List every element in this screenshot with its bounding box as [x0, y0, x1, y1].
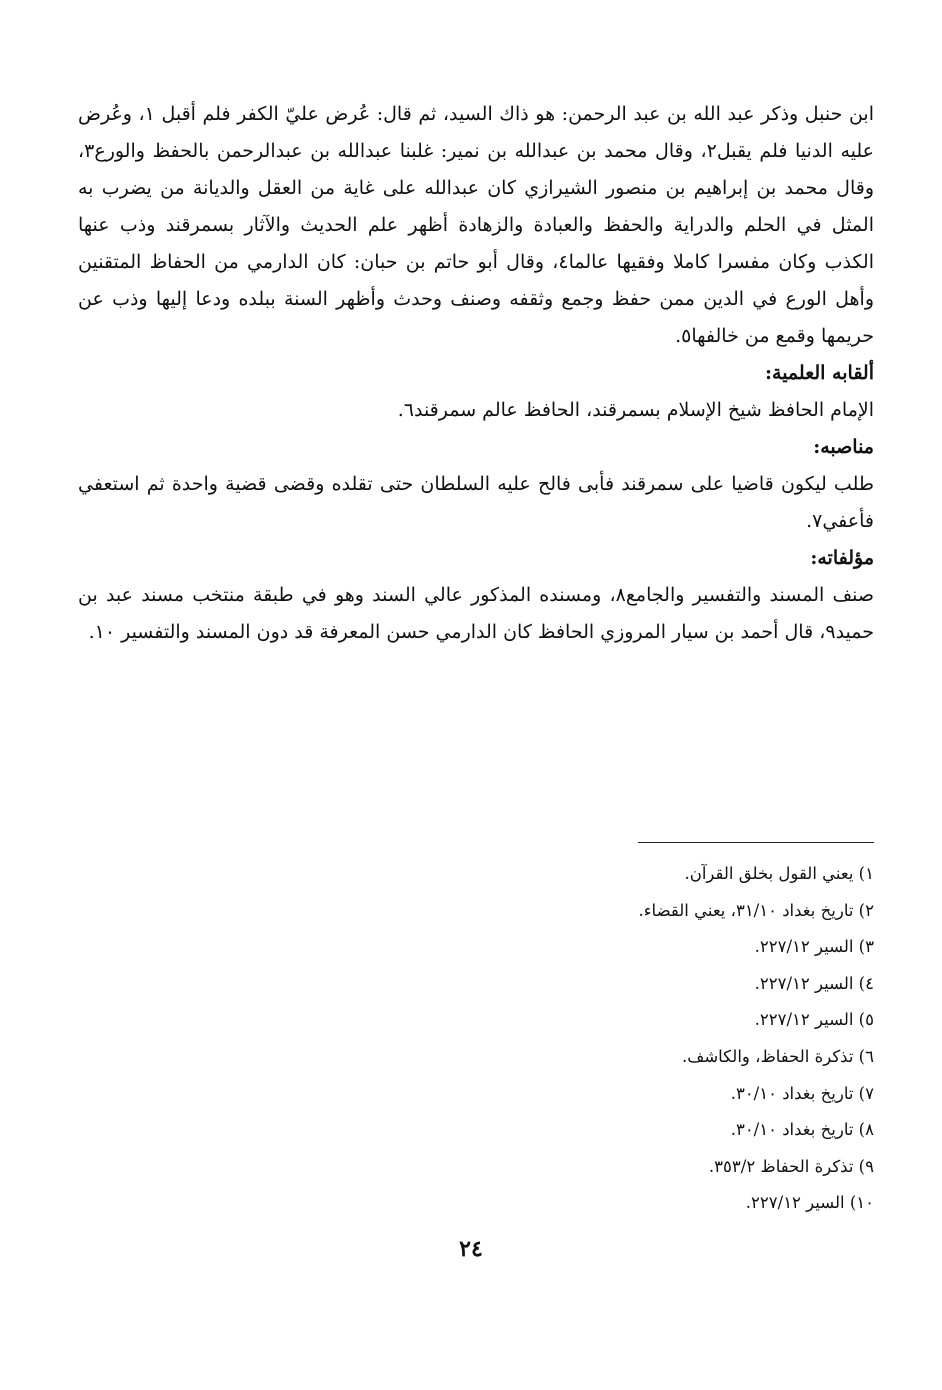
heading-positions: مناصبه:	[813, 436, 874, 458]
footnotes	[300, 856, 874, 1222]
footnote-10: ١٠) السير ٢٢٧/١٢.	[745, 1193, 874, 1213]
footnote-5: ٥) السير ٢٢٧/١٢.	[754, 1010, 874, 1030]
page-number: ٢٤	[459, 1236, 483, 1262]
footnote-4: ٤) السير ٢٢٧/١٢.	[754, 973, 874, 993]
heading-titles: ألقابه العلمية:	[765, 362, 874, 384]
paragraph-positions: طلب ليكون قاضيا على سمرقند فأبى فالح عليه السلطان حتى تقلده وقضى قضية واحدة ثم استعفي فأعفي٧.	[78, 473, 874, 532]
footnote-2: ٢) تاريخ بغداد ٣١/١٠، يعني القضاء.	[638, 900, 874, 920]
footnote-separator	[638, 842, 874, 843]
footnote-1: ١) يعني القول بخلق القرآن.	[684, 864, 874, 883]
paragraph-works: صنف المسند والتفسير والجامع٨، ومسنده المذكور عالي السند وهو في طبقة منتخب مسند عبد بن حميد٩، قال أحمد بن سيار المروزي الحافظ كان الدارمي حسن المعرفة قد دون المسند والتفسير ١٠.	[78, 584, 874, 643]
footnote-3: ٣) السير ٢٢٧/١٢.	[754, 937, 874, 957]
paragraph-biography: ابن حنبل وذكر عبد الله بن عبد الرحمن: هو ذاك السيد، ثم قال: عُرض عليّ الكفر فلم أقبل ١، وعُرض عليه الدنيا فلم يقبل٢، وقال محمد بن عبدالله بن نمير: غلبنا عبدالله بن عبدالرحمن بالحفظ والورع٣، وقال محمد بن إبراهيم بن منصور الشيرازي كان عبدالله على غاية من العقل والديانة من يضرب به المثل في الحلم والدراية والحفظ والعبادة والزهادة أظهر علم الحديث والآثار بسمرقند وذب عنها الكذب وكان مفسرا كاملا وفقيها عالما٤، وقال أبو حاتم بن حبان: كان الدارمي من الحفاظ المتقنين وأهل الورع في الدين ممن حفظ وجمع وثقفه وصنف وحدث وأظهر السنة ببلده ودعا إليها وذب عن حريمها وقمع من خالفها٥.	[78, 103, 874, 347]
footnote-6: ٦) تذكرة الحفاظ، والكاشف.	[682, 1046, 874, 1066]
paragraph-titles: الإمام الحافظ شيخ الإسلام بسمرقند، الحافظ عالم سمرقند٦.	[397, 399, 874, 421]
main-text	[78, 96, 874, 651]
footnote-7: ٧) تاريخ بغداد ٣٠/١٠.	[730, 1083, 874, 1103]
footnote-9: ٩) تذكرة الحفاظ ٣٥٣/٢.	[708, 1156, 874, 1176]
heading-works: مؤلفاته:	[810, 547, 874, 569]
footnote-8: ٨) تاريخ بغداد ٣٠/١٠.	[730, 1120, 874, 1140]
